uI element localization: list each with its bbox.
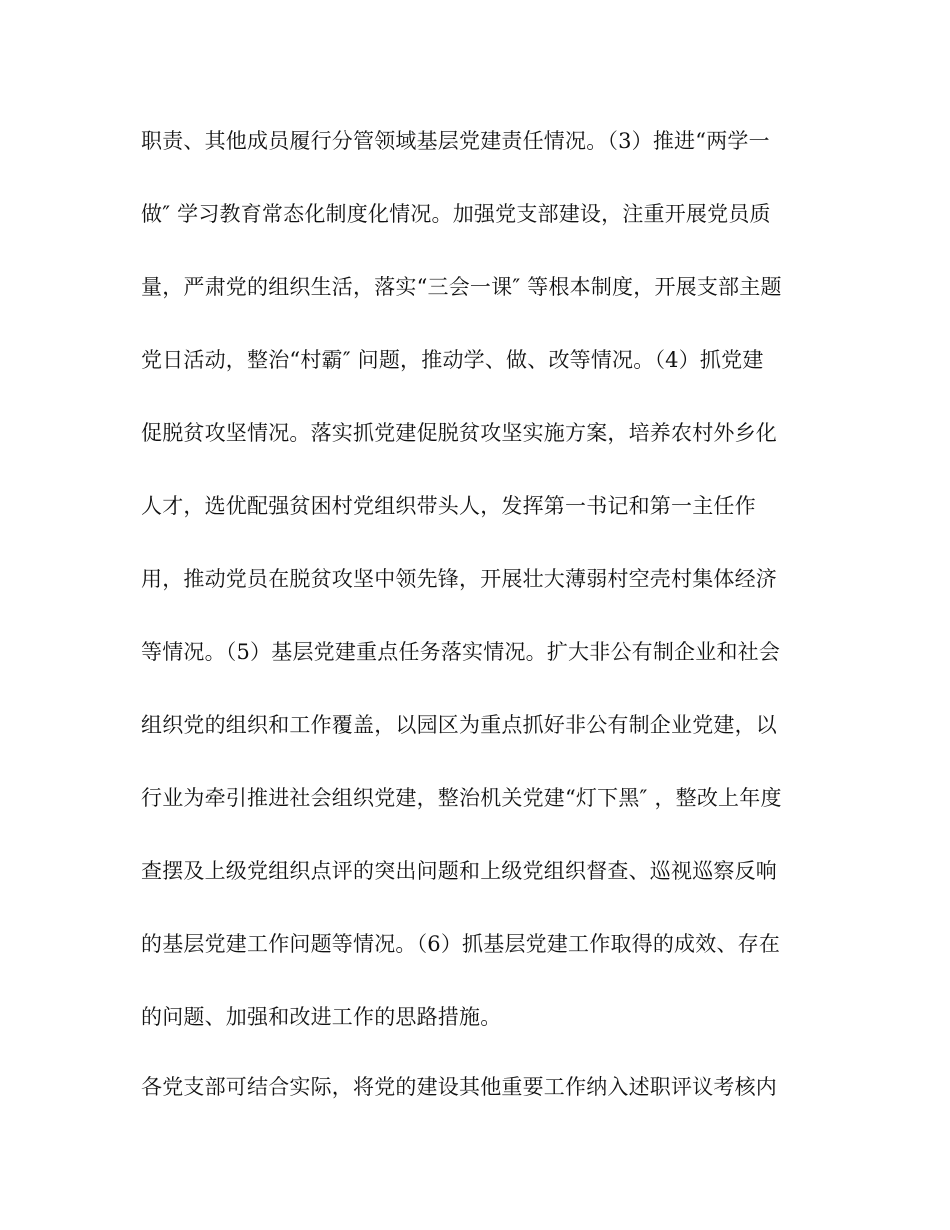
text-line-3: 量，严肃党的组织生活，落实“三会一课″ 等根本制度，开展支部主题 bbox=[141, 275, 782, 299]
text-line-10: 行业为牵引推进社会组织党建，整治机关党建“灯下黑″ ，整改上年度 bbox=[141, 786, 782, 810]
text-line-1: 职责、其他成员履行分管领域基层党建责任情况。（3）推进“两学一 bbox=[141, 129, 770, 153]
text-line-5: 促脱贫攻坚情况。落实抓党建促脱贫攻坚实施方案，培养农村外乡化 bbox=[141, 421, 777, 445]
text-line-8: 等情况。（5）基层党建重点任务落实情况。扩大非公有制企业和社会 bbox=[141, 640, 781, 664]
text-line-13: 的问题、加强和改进工作的思路措施。 bbox=[141, 1005, 502, 1029]
text-line-11: 查摆及上级党组织点评的突出问题和上级党组织督查、巡视巡察反响 bbox=[141, 859, 777, 883]
text-line-6: 人才，选优配强贫困村党组织带头人，发挥第一书记和第一主任作 bbox=[141, 494, 756, 518]
text-line-4: 党日活动，整治“村霸″ 问题，推动学、做、改等情况。（4）抓党建 bbox=[141, 348, 764, 372]
text-line-12: 的基层党建工作问题等情况。（6）抓基层党建工作取得的成效、存在 bbox=[141, 932, 781, 956]
text-line-14: 各党支部可结合实际，将党的建设其他重要工作纳入述职评议考核内 bbox=[141, 1075, 777, 1099]
text-line-9: 组织党的组织和工作覆盖，以园区为重点抓好非公有制企业党建，以 bbox=[141, 713, 777, 737]
text-line-7: 用，推动党员在脱贫攻坚中领先锋，开展壮大薄弱村空壳村集体经济 bbox=[141, 567, 777, 591]
text-line-2: 做″ 学习教育常态化制度化情况。加强党支部建设，注重开展党员质 bbox=[141, 202, 771, 226]
